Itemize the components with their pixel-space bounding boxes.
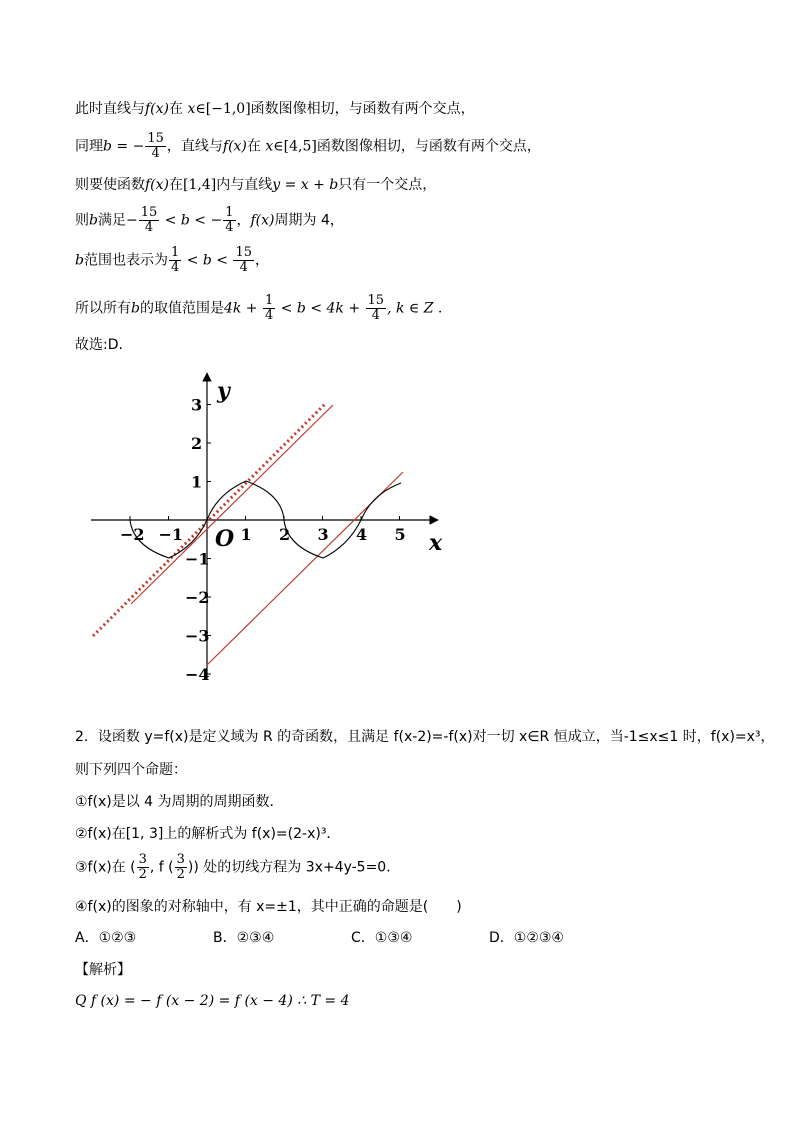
tangent-line-upper [131, 405, 333, 604]
analysis-formula: Q f (x) = − f (x − 2) = f (x − 4) ∴ T = 4 [75, 993, 350, 1009]
fraction: $\frac{15}{4}$ [147, 131, 164, 161]
x-tick-label: 5 [394, 525, 406, 544]
fraction: $\frac{3}{2}$ [138, 852, 147, 882]
proposition-1: ①f(x)是以 4 为周期的周期函数． [75, 794, 284, 810]
y-tick-label: 1 [191, 472, 203, 492]
y-tick-label: −4 [185, 665, 210, 684]
x-axis-label: x [429, 530, 443, 556]
proposition-4: ④f(x)的图象的对称轴中，有 x=±1，其中正确的命题是( ) [75, 899, 462, 915]
fraction: $\frac{3}{2}$ [176, 852, 185, 882]
y-tick-label: −3 [185, 626, 210, 646]
option-c[interactable]: C．①③④ [351, 930, 413, 946]
fraction: $\frac{15}{4}$ [140, 205, 158, 235]
x-tick-label: −1 [158, 525, 184, 544]
fraction: $\frac{15}{4}$ [235, 245, 253, 275]
function-graph [75, 366, 445, 686]
solution-line-3: 则要使函数f(x)在[1,4]内与直线y = x + b只有一个交点， [75, 177, 437, 193]
proposition-3: ③f(x)在 ( $\frac{3}{2}$ , f ( $\frac{3}{2}$ )) 处的切线方程为 3x+4y-5=0． [75, 852, 401, 882]
solution-line-6: 所以所有b的取值范围是4k + $\frac{1}{4}$ < b < 4k + $\frac{15}{4}$ , k ∈ Z . [75, 293, 443, 323]
analysis-heading: 【解析】 [75, 962, 131, 978]
fraction: $\frac{1}{4}$ [170, 245, 180, 275]
fraction: $\frac{15}{4}$ [367, 293, 385, 323]
y-tick-label: −1 [185, 549, 210, 569]
fraction: $\frac{1}{4}$ [265, 293, 274, 323]
x-tick-label: 1 [240, 525, 252, 544]
solution-line-1: 此时直线与f(x)在 x∈[−1,0]函数图像相切，与函数有两个交点， [75, 101, 475, 117]
y-tick-label: −2 [185, 588, 210, 607]
origin-label: O [215, 526, 235, 552]
solution-line-5: b范围也表示为 $\frac{1}{4}$ < b < $\frac{15}{4}$ ， [75, 245, 270, 275]
option-b[interactable]: B．②③④ [213, 930, 275, 946]
question2-stem-1: 2．设函数 y=f(x)是定义域为 R 的奇函数，且满足 f(x-2)=-f(x)对一切 x∈R 恒成立，当-1≤x≤1 时，f(x)=x³， [75, 729, 775, 745]
y-axis-label: y [217, 378, 230, 404]
answer-options [75, 929, 564, 947]
y-tick-label: 3 [191, 395, 203, 415]
option-d[interactable]: D．①②③④ [489, 930, 564, 946]
solution-conclusion: 故选:D. [75, 337, 123, 353]
option-a[interactable]: A．①②③ [75, 930, 137, 946]
x-tick-label: 2 [279, 525, 291, 544]
solution-line-4: 则b满足− $\frac{15}{4}$ < b < − $\frac{1}{4}$ ，f(x)周期为 4， [75, 205, 344, 235]
question2-stem-2: 则下列四个命题： [75, 762, 187, 778]
x-tick-label: 3 [317, 525, 329, 544]
fraction: $\frac{1}{4}$ [225, 205, 234, 235]
x-tick-label: −2 [120, 525, 145, 544]
proposition-2: ②f(x)在[1, 3]上的解析式为 f(x)=(2-x)³． [75, 826, 341, 842]
solution-line-2: 同理b = − $\frac{15}{4}$ ，直线与f(x)在 x∈[4,5]函数图像相切，与函数有两个交点， [75, 131, 541, 161]
y-tick-label: 2 [191, 434, 203, 453]
x-tick-label: 4 [356, 525, 368, 544]
